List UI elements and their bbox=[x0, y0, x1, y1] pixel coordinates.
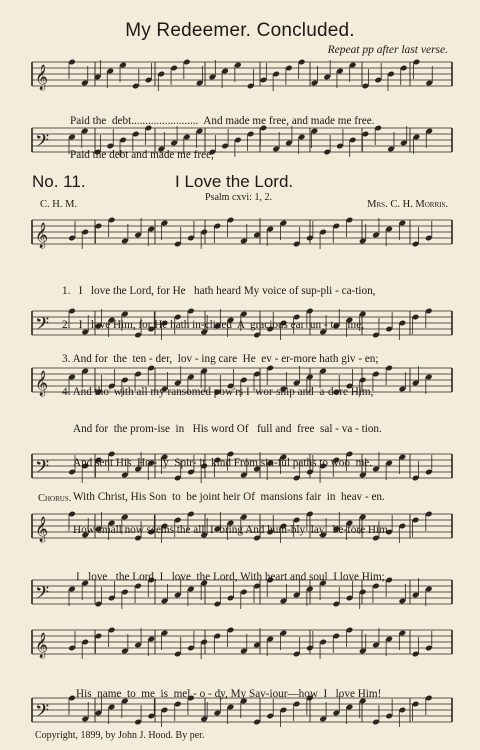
svg-text:𝄢: 𝄢 bbox=[35, 583, 50, 608]
svg-text:𝄢: 𝄢 bbox=[35, 314, 50, 339]
svg-text:𝄢: 𝄢 bbox=[35, 131, 50, 156]
redeemer-lyrics bbox=[70, 94, 374, 172]
svg-text:𝄞: 𝄞 bbox=[35, 633, 49, 658]
verse-line: 3. And for the ten - der, lov - ing care He ev - er-more hath giv - en; bbox=[62, 352, 379, 365]
verse-line: 4. And tho' with all my ransomed pow'rs I wor-ship and a-dore Him, bbox=[62, 386, 374, 399]
svg-text:𝄢: 𝄢 bbox=[35, 701, 50, 726]
repeat-note: Repeat pp after last verse. bbox=[327, 44, 448, 56]
staff-redeemer-treble bbox=[0, 56, 480, 96]
verse-line: 2. I love Him, for He hath in-clined A gracious ear un - to me, bbox=[62, 319, 364, 331]
author-name: Mrs. C. H. Morris. bbox=[367, 199, 448, 210]
svg-text:𝄢: 𝄢 bbox=[35, 457, 50, 482]
composer-initials: C. H. M. bbox=[40, 199, 78, 210]
chorus-label: Chorus. bbox=[38, 493, 72, 504]
scripture-reference: Psalm cxvi: 1, 2. bbox=[205, 192, 272, 203]
verse-line: How small now seems the all I bring And hum-bly lay be-fore Him. bbox=[73, 524, 391, 537]
chorus-line: I love the Lord, I love the Lord, With heart and soul I love Him; bbox=[76, 571, 385, 584]
lyric-line: Paid the debt and made me free, bbox=[70, 149, 214, 161]
staff-system1-treble bbox=[0, 214, 480, 254]
page-title: My Redeemer. Concluded. bbox=[125, 20, 355, 41]
chorus-line: His name to me is mel - o - dy, My Sav-iour—how I love Him! bbox=[76, 688, 382, 701]
svg-text:𝄞: 𝄞 bbox=[35, 517, 49, 542]
verse-line: And sent His Ho - ly Spir- it kind From sin-ful paths to woo me. bbox=[73, 457, 373, 469]
hymn-number: No. 11. bbox=[32, 172, 86, 191]
copyright-notice: Copyright, 1899, by John J. Hood. By per. bbox=[35, 730, 205, 741]
hymn-title: I Love the Lord. bbox=[175, 172, 294, 191]
chorus-lyrics-2 bbox=[76, 667, 381, 712]
svg-text:𝄞: 𝄞 bbox=[35, 371, 49, 396]
svg-text:𝄞: 𝄞 bbox=[35, 65, 49, 90]
verse-line: 1. I love the Lord, for He hath heard My voice of sup-pli - ca-tion, bbox=[62, 285, 376, 298]
verses-part2 bbox=[73, 402, 391, 548]
verses-part1 bbox=[62, 264, 379, 410]
staff-chorus2-treble bbox=[0, 624, 480, 664]
svg-text:𝄞: 𝄞 bbox=[35, 223, 49, 248]
chorus-lyrics-1 bbox=[76, 550, 385, 595]
verse-line: And for the prom-ise in His word Of full and free sal - va - tion. bbox=[73, 423, 382, 436]
verse-line: With Christ, His Son to be joint heir Of mansions fair in heav - en. bbox=[73, 490, 385, 503]
lyric-line: Paid the debt........................ And made me free, and made me free. bbox=[70, 115, 375, 128]
